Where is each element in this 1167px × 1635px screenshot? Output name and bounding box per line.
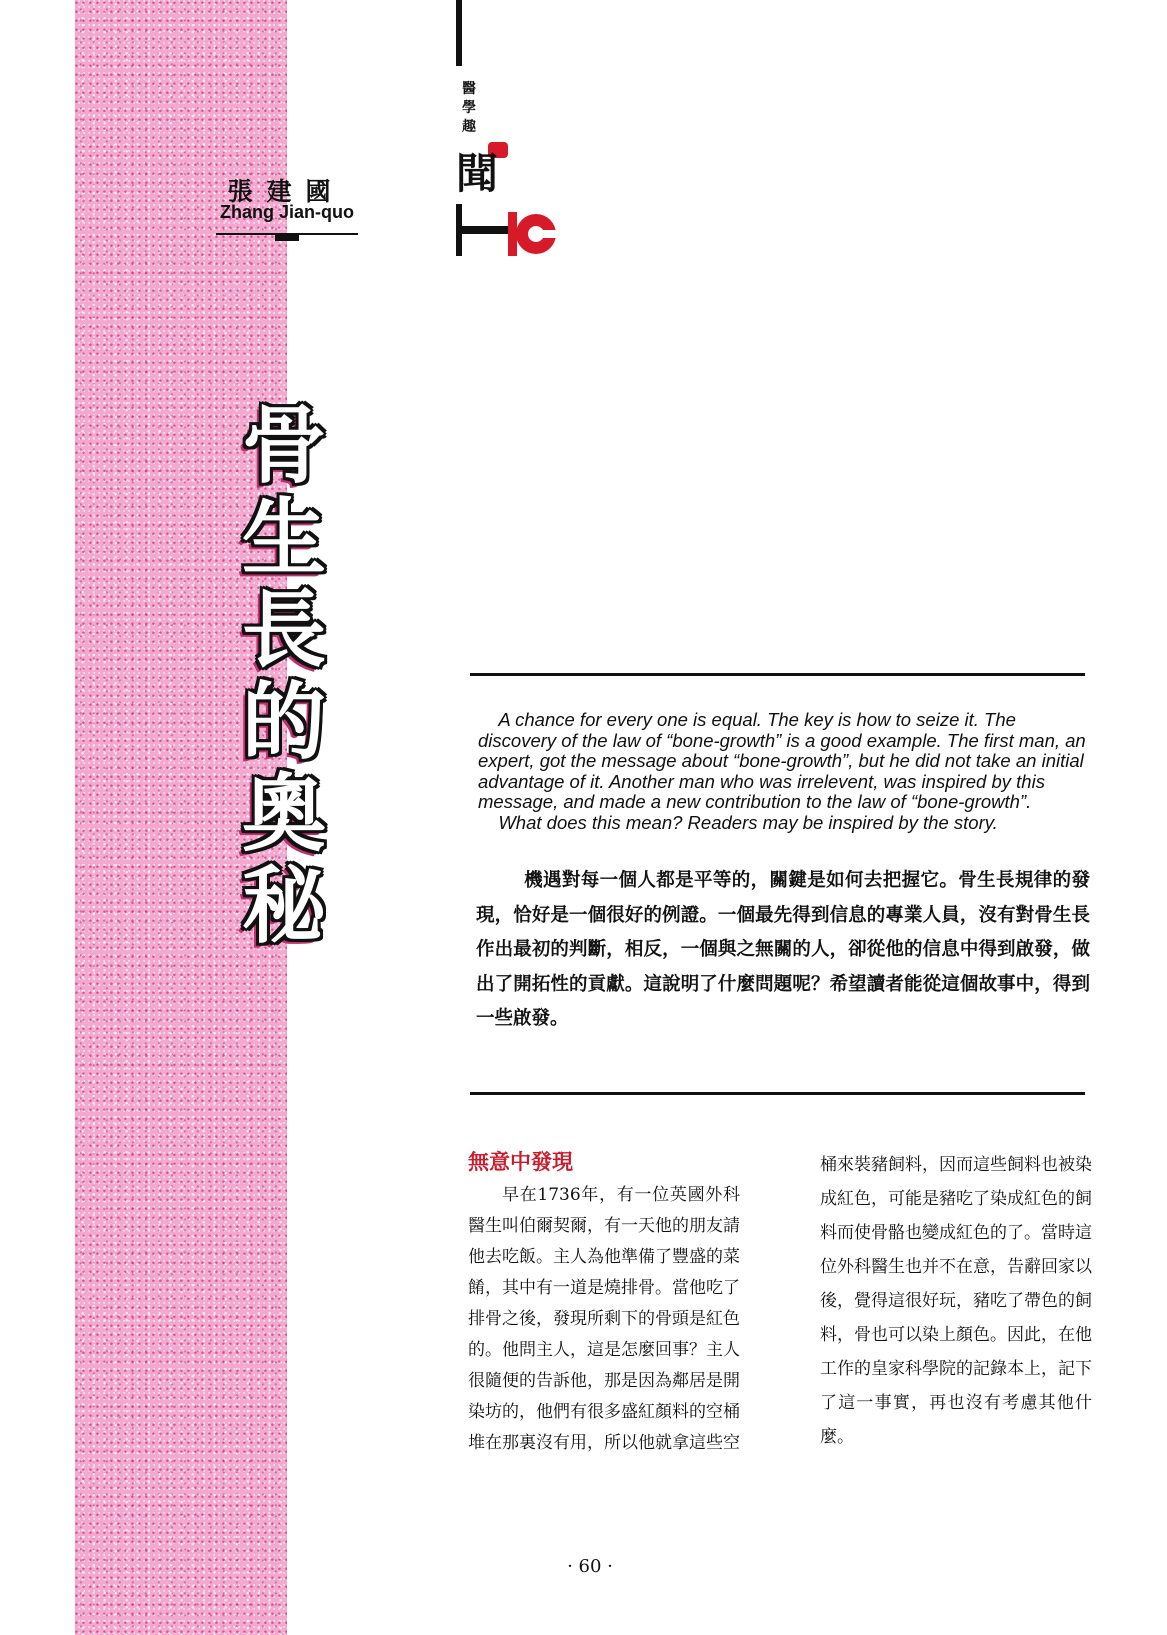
abstract-bottom-rule — [470, 1092, 1085, 1095]
author-name-en: Zhang Jian-quo — [220, 202, 354, 222]
author-underline-tab — [275, 233, 299, 241]
author-name-zh: 張建國 — [227, 177, 345, 206]
abstract-chinese: 機遇對每一個人都是平等的，關鍵是如何去把握它。骨生長規律的發現，恰好是一個很好的例證。一個最先得到信息的專業人員，沒有對骨生長作出最初的判斷，相反，一個與之無關的人，卻從他的信息中得到啟發，做出了開拓性的貢獻。這說明了什麼問題呢？希望讀者能從這個故事中，得到一些啟發。 — [476, 870, 1090, 1029]
article-title — [229, 397, 339, 955]
title-char: 骨 — [241, 397, 326, 495]
column-logo-icon — [452, 204, 572, 256]
title-char: 的 — [241, 673, 326, 771]
column-name-char: 醫 — [462, 81, 476, 97]
title-char: 長 — [241, 581, 326, 679]
column-bar — [456, 0, 462, 66]
abstract-en-paragraph: What does this mean? Readers may be inspired by the story. — [498, 811, 998, 833]
abstract-english — [478, 710, 1090, 833]
column-name-char: 趣 — [462, 119, 476, 135]
column-name-char: 學 — [462, 100, 476, 116]
title-char: 秘 — [241, 857, 326, 955]
body-text-left-column: 早在1736年，有一位英國外科醫生叫伯爾契爾，有一天他的朋友請他去吃飯。主人為他準備了豐盛的菜餚，其中有一道是燒排骨。當他吃了排骨之後，發現所剩下的骨頭是紅色的。他問主人，這是怎麼回事？主人很隨便的告訴他，那是因為鄰居是開染坊的，他們有很多盛紅顏料的空桶堆在那裏沒有用，所以他就拿這些空 — [468, 1185, 740, 1453]
section-heading: 無意中發現 — [468, 1150, 573, 1174]
abstract-en-paragraph: A chance for every one is equal. The key is how to seize it. The discovery of the law of “bone-growth” is a good example. The first man, an expert, got the message about “bone-growth”, but he did not take an initial advantage of it. Another man who was irrelevent, was inspired by this message, and made a new contribution to the law of “bone-growth”. — [478, 709, 1086, 812]
page-number: · 60 · — [567, 1556, 613, 1577]
column-name — [462, 80, 486, 137]
body-text-right-column: 桶來裝豬飼料，因而這些飼料也被染成紅色，可能是豬吃了染成紅色的飼料而使骨骼也變成紅色的了。當時這位外科醫生也并不在意，告辭回家以後，覺得這很好玩，豬吃了帶色的飼料，骨也可以染上顏色。因此，在他工作的皇家科學院的記錄本上，記下了這一事實，再也沒有考慮其他什麼。 — [820, 1155, 1092, 1447]
title-char: 奧 — [241, 765, 326, 863]
column-big-char: 聞 — [456, 149, 499, 198]
abstract-top-rule — [470, 673, 1085, 676]
title-char: 生 — [241, 489, 326, 587]
